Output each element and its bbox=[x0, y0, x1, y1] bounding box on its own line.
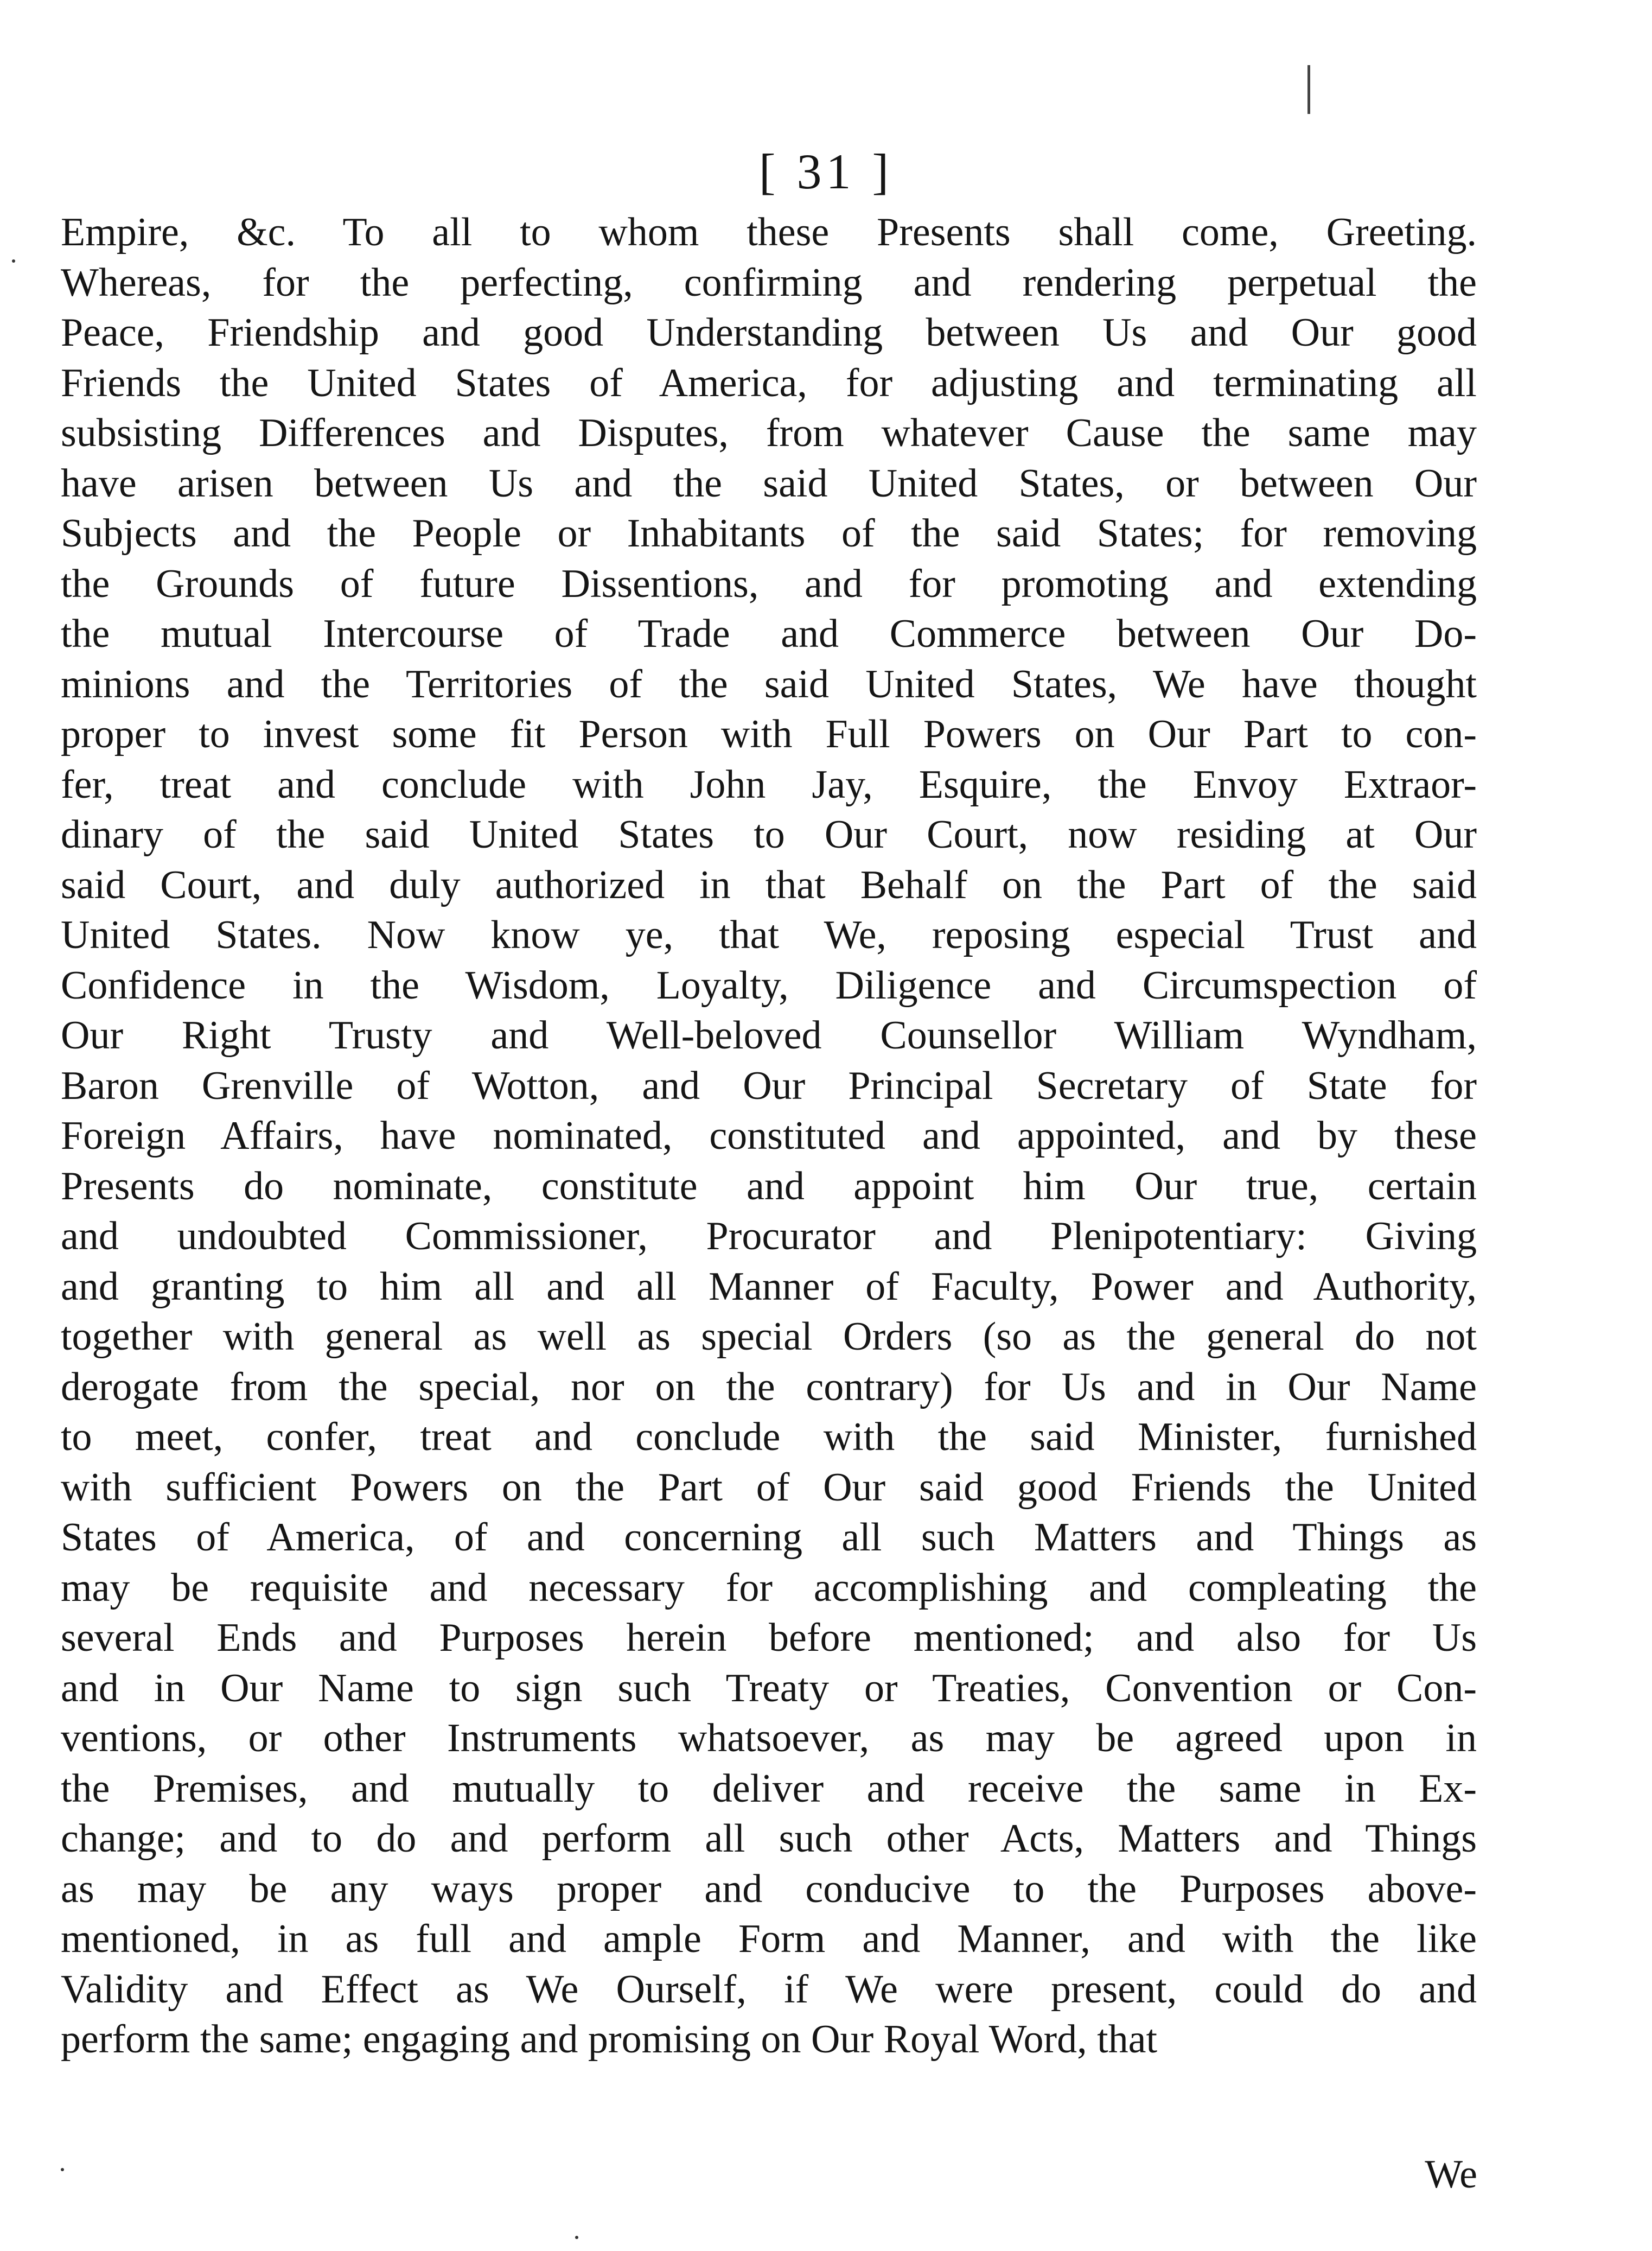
text-line: ventions, or other Instruments whatsoever, as may be agreed upon in bbox=[61, 1716, 1477, 1760]
text-line: the mutual Intercourse of Trade and Commerce between Our Do- bbox=[61, 612, 1477, 656]
text-line: have arisen between Us and the said United States, or between Our bbox=[61, 461, 1477, 506]
text-line: as may be any ways proper and conducive to the Purposes above- bbox=[61, 1866, 1477, 1911]
text-line: dinary of the said United States to Our Court, now residing at Our bbox=[61, 812, 1477, 857]
text-line: Foreign Affairs, have nominated, constituted and appointed, and by these bbox=[61, 1114, 1477, 1158]
text-line: Presents do nominate, constitute and appoint him Our true, certain bbox=[61, 1163, 1477, 1209]
text-line: with sufficient Powers on the Part of Our said good Friends the United bbox=[61, 1465, 1477, 1510]
text-line: fer, treat and conclude with John Jay, Esquire, the Envoy Extraor- bbox=[61, 762, 1477, 807]
margin-speck bbox=[12, 259, 15, 263]
text-line: Whereas, for the perfecting, confirming and rendering perpetual the bbox=[61, 260, 1477, 305]
page-number: [ 31 ] bbox=[758, 144, 894, 199]
text-line: proper to invest some fit Person with Full Powers on Our Part to con- bbox=[61, 712, 1477, 756]
text-line: United States. Now know ye, that We, reposing especial Trust and bbox=[61, 913, 1477, 957]
text-line: Subjects and the People or Inhabitants of the said States; for removing bbox=[61, 511, 1477, 556]
text-line: and in Our Name to sign such Treaty or Treaties, Convention or Con- bbox=[61, 1665, 1477, 1710]
text-line: said Court, and duly authorized in that Behalf on the Part of the said bbox=[61, 862, 1477, 907]
margin-speck bbox=[575, 2236, 578, 2239]
text-line: minions and the Territories of the said United States, We have thought bbox=[61, 662, 1477, 707]
text-line: Our Right Trusty and Well-beloved Counsellor William Wyndham, bbox=[61, 1013, 1477, 1058]
text-line: and undoubted Commissioner, Procurator and Plenipotentiary: Giving bbox=[61, 1214, 1477, 1258]
text-line: mentioned, in as full and ample Form and Manner, and with the like bbox=[61, 1917, 1477, 1961]
text-line: States of America, of and concerning all such Matters and Things as bbox=[61, 1515, 1477, 1560]
text-line: Confidence in the Wisdom, Loyalty, Diligence and Circumspection of bbox=[61, 963, 1477, 1008]
margin-speck bbox=[61, 2168, 64, 2171]
text-line: Friends the United States of America, for adjusting and terminating all bbox=[61, 360, 1477, 405]
text-line: Peace, Friendship and good Understanding between Us and Our good bbox=[61, 310, 1477, 355]
text-line: together with general as well as special Orders (so as the general do not bbox=[61, 1314, 1477, 1359]
body-text bbox=[61, 207, 1477, 2065]
text-line: perform the same; engaging and promising on Our Royal Word, that bbox=[61, 2017, 1158, 2062]
text-line: the Grounds of future Dissentions, and for promoting and extending bbox=[61, 561, 1477, 606]
text-line: and granting to him all and all Manner of Faculty, Power and Authority, bbox=[61, 1264, 1477, 1309]
text-line: change; and to do and perform all such other Acts, Matters and Things bbox=[61, 1816, 1477, 1861]
text-line: the Premises, and mutually to deliver and receive the same in Ex- bbox=[61, 1766, 1477, 1811]
text-line: subsisting Differences and Disputes, from whatever Cause the same may bbox=[61, 411, 1477, 455]
text-line: Baron Grenville of Wotton, and Our Principal Secretary of State for bbox=[61, 1063, 1477, 1108]
text-line: derogate from the special, nor on the contrary) for Us and in Our Name bbox=[61, 1364, 1477, 1409]
catchword: We bbox=[1425, 2152, 1477, 2197]
text-line: several Ends and Purposes herein before mentioned; and also for Us bbox=[61, 1616, 1477, 1660]
scan-mark bbox=[1307, 65, 1310, 114]
text-line: to meet, confer, treat and conclude with the said Minister, furnished bbox=[61, 1415, 1477, 1459]
text-line: may be requisite and necessary for accomplishing and compleating the bbox=[61, 1565, 1477, 1610]
text-line: Empire, &c. To all to whom these Presents shall come, Greeting. bbox=[61, 210, 1477, 255]
text-line: Validity and Effect as We Ourself, if We were present, could do and bbox=[61, 1967, 1477, 2012]
